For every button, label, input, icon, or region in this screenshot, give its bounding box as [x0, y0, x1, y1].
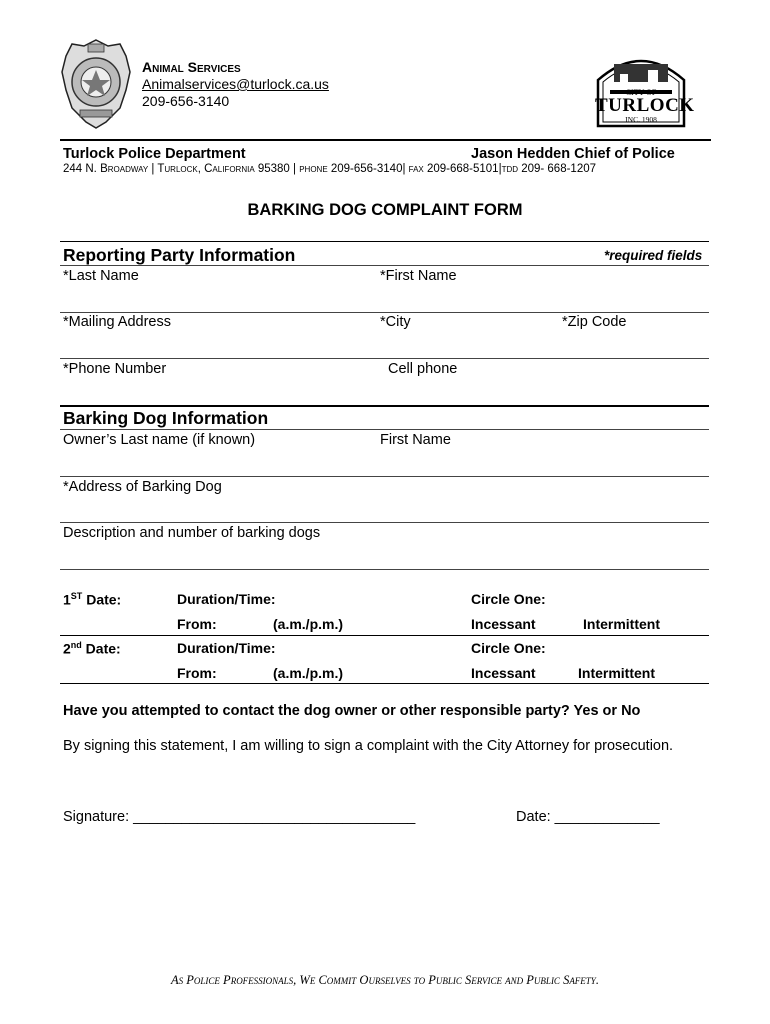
intermittent-option-1[interactable]: Intermittent	[583, 616, 660, 632]
dog-address-field[interactable]	[63, 499, 703, 517]
mailing-address-field[interactable]	[63, 334, 363, 352]
circle-one-label-2: Circle One:	[471, 640, 546, 656]
date-line[interactable]: Date: _____________	[516, 809, 660, 825]
owner-last-name-label: Owner’s Last name (if known)	[63, 432, 256, 448]
city-seal-inc: INC. 1908	[625, 115, 657, 124]
signing-statement: By signing this statement, I am willing to sign a complaint with the City Attorney for prosecution.	[63, 738, 674, 754]
section-underline-reporting	[60, 265, 709, 266]
owner-first-name-label: First Name	[380, 432, 451, 448]
duration-label-2: Duration/Time:	[177, 640, 276, 656]
incessant-option-1[interactable]: Incessant	[471, 616, 536, 632]
section-rule-dog	[60, 405, 709, 407]
description-label: Description and number of barking dogs	[63, 525, 321, 541]
duration-label-1: Duration/Time:	[177, 591, 276, 607]
section-rule-reporting	[60, 241, 709, 242]
dog-address-label: *Address of Barking Dog	[63, 479, 222, 495]
chief-name: Jason Hedden Chief of Police	[471, 146, 675, 162]
division-name: Animal Services	[142, 59, 241, 75]
field-rule	[60, 522, 709, 523]
city-field[interactable]	[380, 334, 550, 352]
field-rule	[60, 476, 709, 477]
from-label-2: From:	[177, 665, 217, 681]
section-underline-dog	[60, 429, 709, 430]
zip-code-label: *Zip Code	[562, 314, 627, 330]
contact-question: Have you attempted to contact the dog owner or other responsible party? Yes or No	[63, 703, 641, 719]
footer-motto: As Police Professionals, We Commit Ourselves to Public Service and Public Safety.	[171, 973, 599, 987]
signature-line[interactable]: Signature: ___________________________________	[63, 809, 416, 825]
phone-number-label: *Phone Number	[63, 361, 167, 377]
required-note: *required fields	[604, 248, 703, 263]
field-rule	[60, 358, 709, 359]
ampm-label-2: (a.m./p.m.)	[273, 665, 344, 681]
second-date-label: 2nd Date:	[63, 640, 121, 657]
circle-one-label-1: Circle One:	[471, 591, 546, 607]
owner-last-name-field[interactable]	[63, 452, 363, 470]
phone-number-field[interactable]	[63, 381, 363, 399]
owner-first-name-field[interactable]	[380, 452, 700, 470]
police-badge-logo	[60, 38, 132, 130]
zip-code-field[interactable]	[562, 334, 702, 352]
from-label-1: From:	[177, 616, 217, 632]
description-field[interactable]	[63, 546, 703, 564]
division-phone: 209-656-3140	[142, 93, 230, 109]
header-rule	[60, 139, 711, 141]
form-title: BARKING DOG COMPLAINT FORM	[247, 201, 523, 219]
field-rule	[60, 569, 709, 570]
cell-phone-field[interactable]	[388, 381, 698, 399]
first-name-label: *First Name	[380, 268, 457, 284]
department-name: Turlock Police Department	[63, 146, 246, 162]
email-link[interactable]: Animalservices@turlock.ca.us	[142, 76, 329, 92]
last-name-label: *Last Name	[63, 268, 139, 284]
intermittent-option-2[interactable]: Intermittent	[578, 665, 655, 681]
ampm-label-1: (a.m./p.m.)	[273, 616, 344, 632]
mailing-address-label: *Mailing Address	[63, 314, 171, 330]
last-name-field[interactable]	[63, 288, 363, 306]
city-seal-top: CITY OF	[625, 88, 657, 97]
city-label: *City	[380, 314, 411, 330]
table-rule	[60, 683, 709, 684]
department-address: 244 N. Broadway | Turlock, California 95380 | phone 209-656-3140| fax 209-668-5101|tdd 209- 668-1207	[63, 163, 597, 175]
first-date-label: 1ST Date:	[63, 591, 122, 608]
incessant-option-2[interactable]: Incessant	[471, 665, 536, 681]
table-rule	[60, 635, 709, 636]
cell-phone-label: Cell phone	[388, 361, 458, 377]
city-seal-name: TURLOCK	[595, 95, 695, 116]
reporting-heading: Reporting Party Information	[63, 245, 296, 265]
dog-heading: Barking Dog Information	[63, 408, 269, 428]
field-rule	[60, 312, 709, 313]
first-name-field[interactable]	[380, 288, 700, 306]
